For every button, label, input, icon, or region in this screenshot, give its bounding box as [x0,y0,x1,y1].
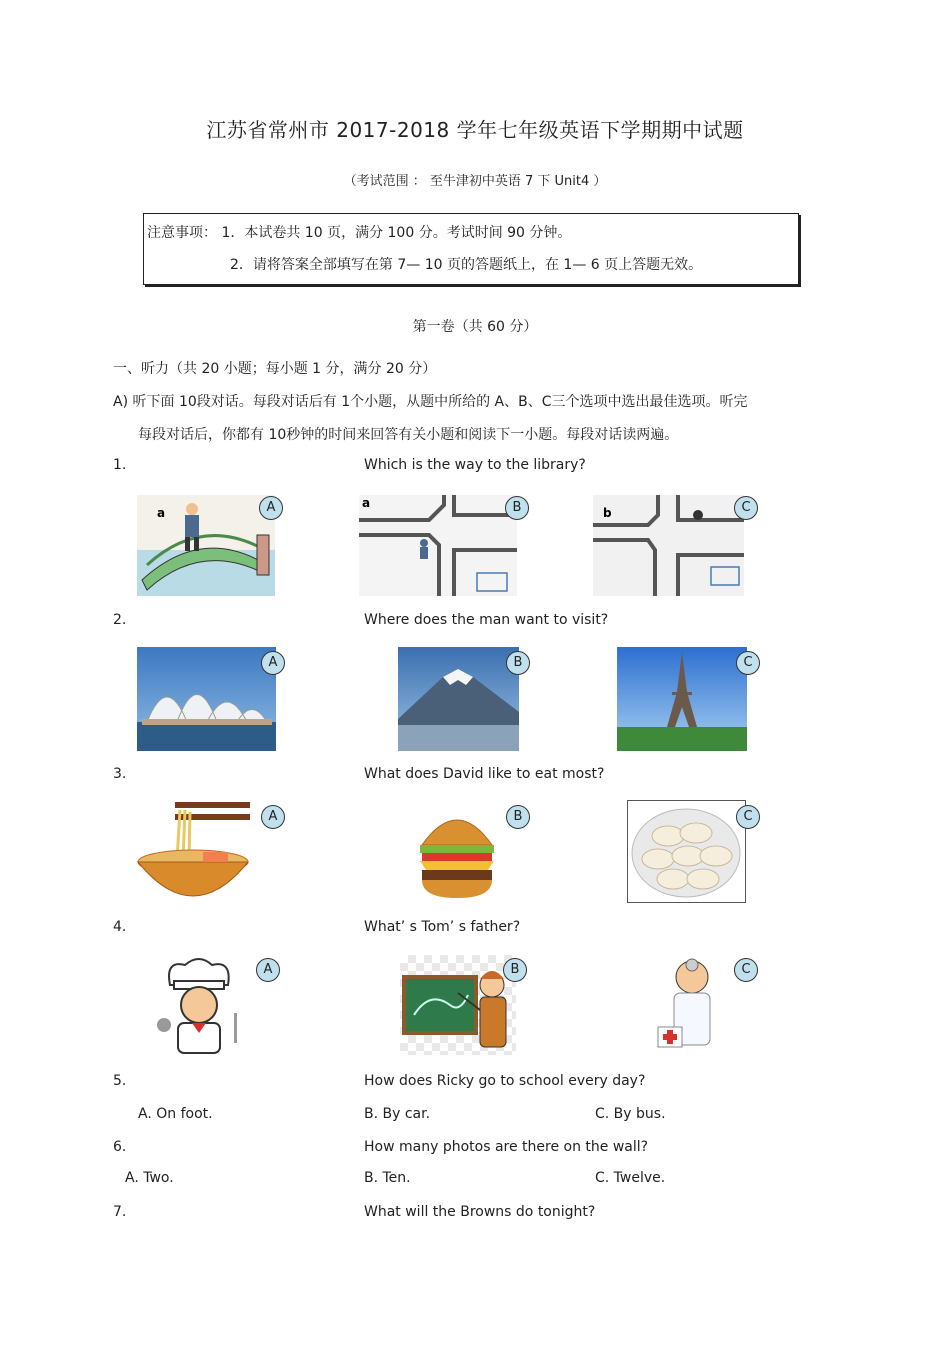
page-title: 江苏省常州市 2017-2018 学年七年级英语下学期期中试题 [206,118,744,142]
section-instruction-2: 每段对话后，你都有 10秒钟的时间来回答有关小题和阅读下一小题。每段对话读两遍。 [138,427,679,443]
question-text: What will the Browns do tonight? [364,1204,596,1220]
notice-line-2: 2．请将答案全部填写在第 7— 10 页的答题纸上，在 1— 6 页上答题无效。 [230,257,703,273]
option-a-text: A. Two. [125,1170,174,1186]
question-text: What’ s Tom’ s father? [364,919,521,935]
dumplings-picture [627,800,746,903]
option-b-badge: B [506,651,530,675]
map-letter: a [157,506,166,520]
section-title: 一、听力（共 20 小题；每小题 1 分，满分 20 分） [113,361,437,377]
map-letter: b [603,506,612,520]
option-c-badge: C [734,958,758,982]
option-a-badge: A [261,805,285,829]
question-text: Which is the way to the library? [364,457,586,473]
question-number: 7. [113,1204,127,1220]
question-number: 5. [113,1073,127,1089]
section-instruction-1: A) 听下面 10段对话。每段对话后有 1个小题，从题中所给的 A、B、C三个选项中选出最佳选项。听完 [113,394,748,410]
option-b-badge: B [505,496,529,520]
mount-fuji-picture [398,647,519,751]
question-text: How many photos are there on the wall? [364,1139,649,1155]
street-map-picture-b [359,495,517,596]
doctor-picture [654,955,724,1055]
option-a-badge: A [261,651,285,675]
option-c-text: C. By bus. [595,1106,666,1122]
option-c-badge: C [734,496,758,520]
question-number: 2. [113,612,127,628]
option-b-badge: B [503,958,527,982]
noodles-picture [135,800,251,905]
bridge-picture [137,495,275,596]
volume-title: 第一卷（共 60 分） [412,319,538,335]
map-letter: a [362,496,371,510]
eiffel-tower-picture [617,647,747,751]
option-a-badge: A [256,958,280,982]
notice-line-1: 注意事项： 1．本试卷共 10 页，满分 100 分。考试时间 90 分钟。 [147,225,572,241]
question-number: 1. [113,457,127,473]
question-text: Where does the man want to visit? [364,612,609,628]
question-text: What does David like to eat most? [364,766,605,782]
question-text: How does Ricky go to school every day? [364,1073,646,1089]
question-number: 4. [113,919,127,935]
option-a-badge: A [259,496,283,520]
option-c-badge: C [736,805,760,829]
sydney-opera-house-picture [137,647,276,751]
option-b-text: B. By car. [364,1106,431,1122]
teacher-picture [400,955,516,1055]
street-map-picture-c [593,495,744,596]
question-number: 6. [113,1139,127,1155]
option-c-badge: C [736,651,760,675]
option-c-text: C. Twelve. [595,1170,666,1186]
option-b-text: B. Ten. [364,1170,411,1186]
option-b-badge: B [506,805,530,829]
option-a-text: A. On foot. [138,1106,213,1122]
cook-picture [150,955,248,1057]
exam-scope: （考试范围 ： 至牛津初中英语 7 下 Unit4 ） [343,174,607,189]
question-number: 3. [113,766,127,782]
notice-box [143,213,799,285]
hamburger-picture [418,800,496,901]
